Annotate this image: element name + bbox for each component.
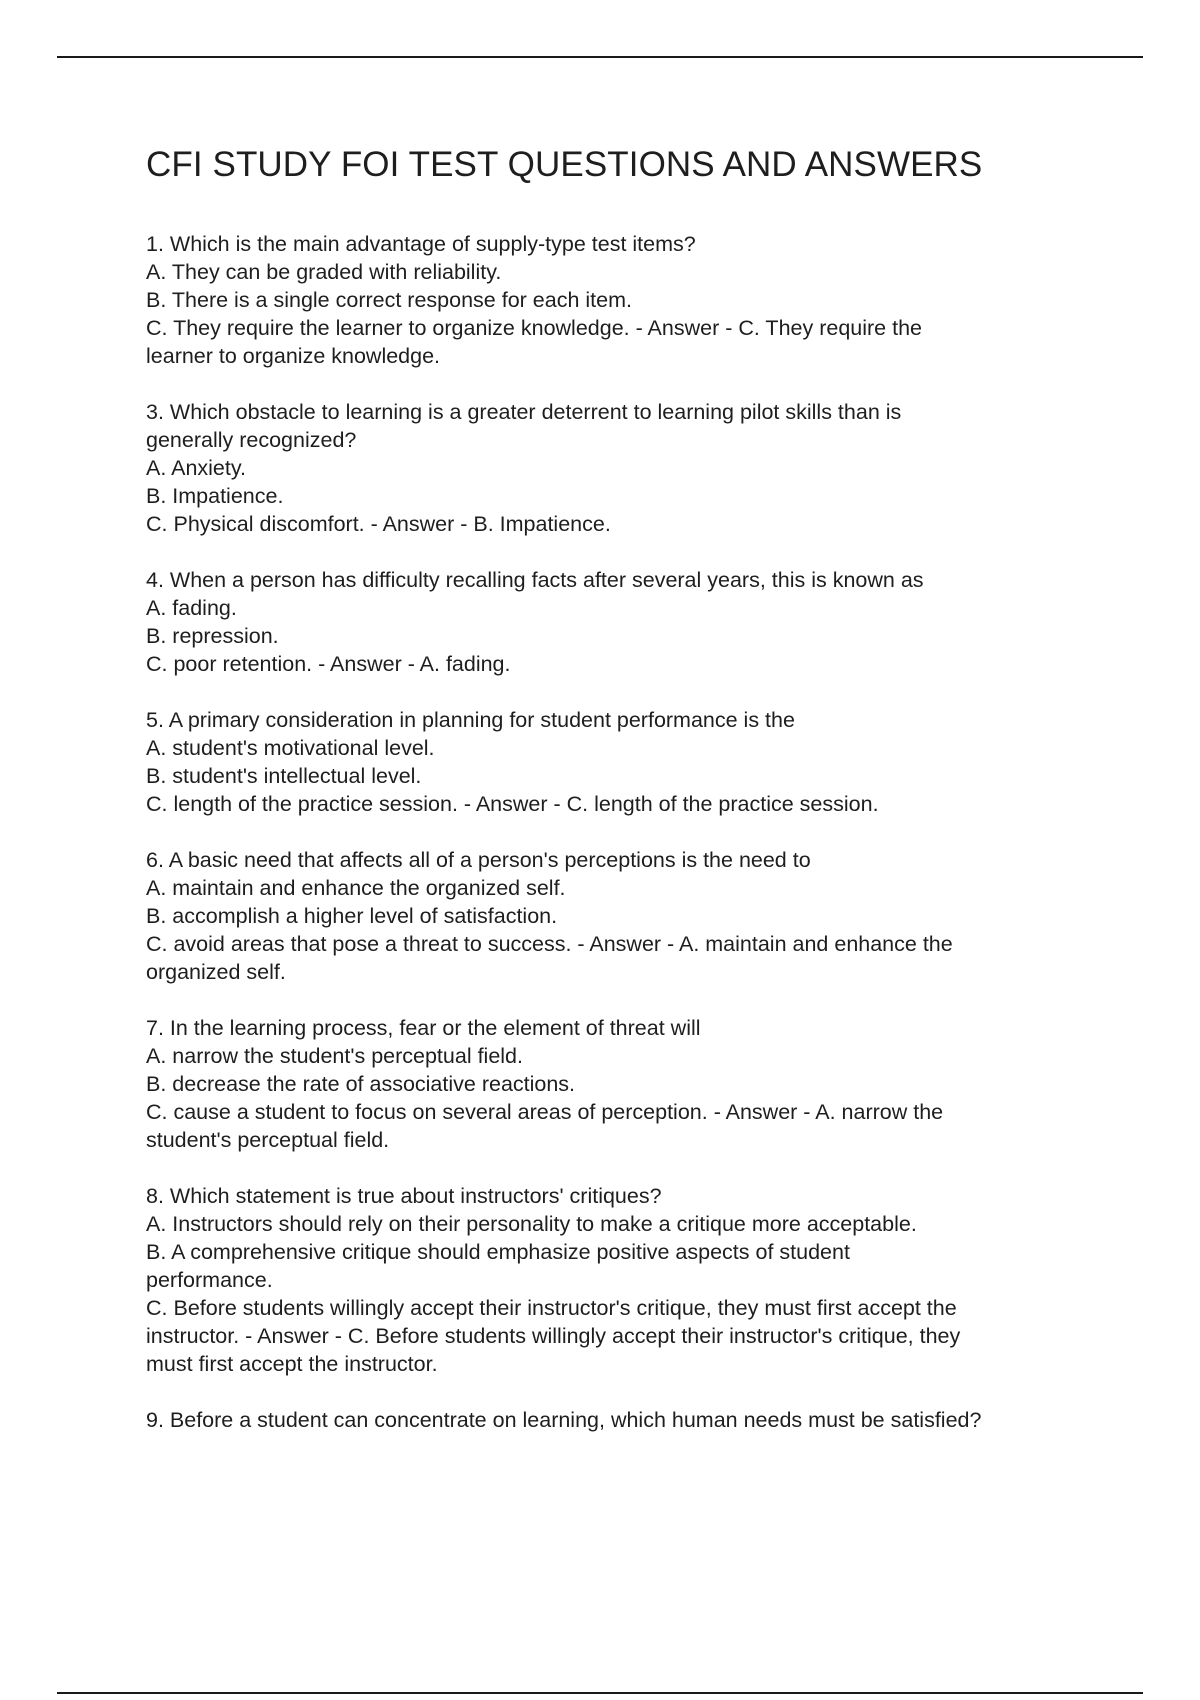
question-text: 4. When a person has difficulty recalling facts after several years, this is known as (146, 568, 924, 592)
answer-option: A. fading. (146, 596, 237, 620)
answer-option: B. accomplish a higher level of satisfaction. (146, 904, 558, 928)
answer-option: C. avoid areas that pose a threat to success. - Answer - A. maintain and enhance the (146, 932, 953, 956)
question-block (146, 1014, 1106, 1154)
question-block (146, 1182, 1106, 1378)
answer-option: A. They can be graded with reliability. (146, 260, 502, 284)
answer-continuation: learner to organize knowledge. (146, 344, 441, 368)
answer-option: A. Instructors should rely on their personality to make a critique more acceptable. (146, 1212, 917, 1236)
question-text: 5. A primary consideration in planning for student performance is the (146, 708, 795, 732)
question-block (146, 706, 1106, 818)
question-text: 9. Before a student can concentrate on learning, which human needs must be satisfied? (146, 1408, 982, 1432)
answer-continuation: performance. (146, 1268, 273, 1292)
answer-option: B. repression. (146, 624, 279, 648)
document-title: CFI STUDY FOI TEST QUESTIONS AND ANSWERS (146, 145, 983, 184)
answer-option: C. They require the learner to organize knowledge. - Answer - C. They require the (146, 316, 922, 340)
answer-option: C. poor retention. - Answer - A. fading. (146, 652, 511, 676)
answer-continuation: instructor. - Answer - C. Before students willingly accept their instructor's critique, they (146, 1324, 961, 1348)
question-block (146, 566, 1106, 678)
question-block (146, 1406, 1106, 1434)
answer-option: B. There is a single correct response for each item. (146, 288, 632, 312)
answer-option: A. maintain and enhance the organized self. (146, 876, 566, 900)
question-block (146, 230, 1106, 370)
question-text: 8. Which statement is true about instructors' critiques? (146, 1184, 662, 1208)
answer-option: C. cause a student to focus on several areas of perception. - Answer - A. narrow the (146, 1100, 944, 1124)
question-block (146, 398, 1106, 538)
answer-option: C. Physical discomfort. - Answer - B. Impatience. (146, 512, 611, 536)
question-text: 6. A basic need that affects all of a person's perceptions is the need to (146, 848, 811, 872)
answer-option: B. A comprehensive critique should emphasize positive aspects of student (146, 1240, 850, 1264)
question-text: 1. Which is the main advantage of supply-type test items? (146, 232, 696, 256)
bottom-rule (57, 1692, 1143, 1694)
answer-option: A. student's motivational level. (146, 736, 435, 760)
answer-option: A. narrow the student's perceptual field. (146, 1044, 523, 1068)
top-rule (57, 56, 1143, 58)
question-continuation: generally recognized? (146, 428, 357, 452)
document-body (146, 140, 1106, 1462)
answer-option: B. decrease the rate of associative reactions. (146, 1072, 576, 1096)
answer-continuation: student's perceptual field. (146, 1128, 390, 1152)
answer-continuation: organized self. (146, 960, 286, 984)
answer-option: A. Anxiety. (146, 456, 246, 480)
answer-option: C. Before students willingly accept their instructor's critique, they must first accept the (146, 1296, 957, 1320)
answer-continuation: must first accept the instructor. (146, 1352, 438, 1376)
answer-option: B. student's intellectual level. (146, 764, 422, 788)
question-text: 7. In the learning process, fear or the element of threat will (146, 1016, 701, 1040)
answer-option: C. length of the practice session. - Answer - C. length of the practice session. (146, 792, 879, 816)
question-text: 3. Which obstacle to learning is a greater deterrent to learning pilot skills than is (146, 400, 902, 424)
question-block (146, 846, 1106, 986)
answer-option: B. Impatience. (146, 484, 284, 508)
